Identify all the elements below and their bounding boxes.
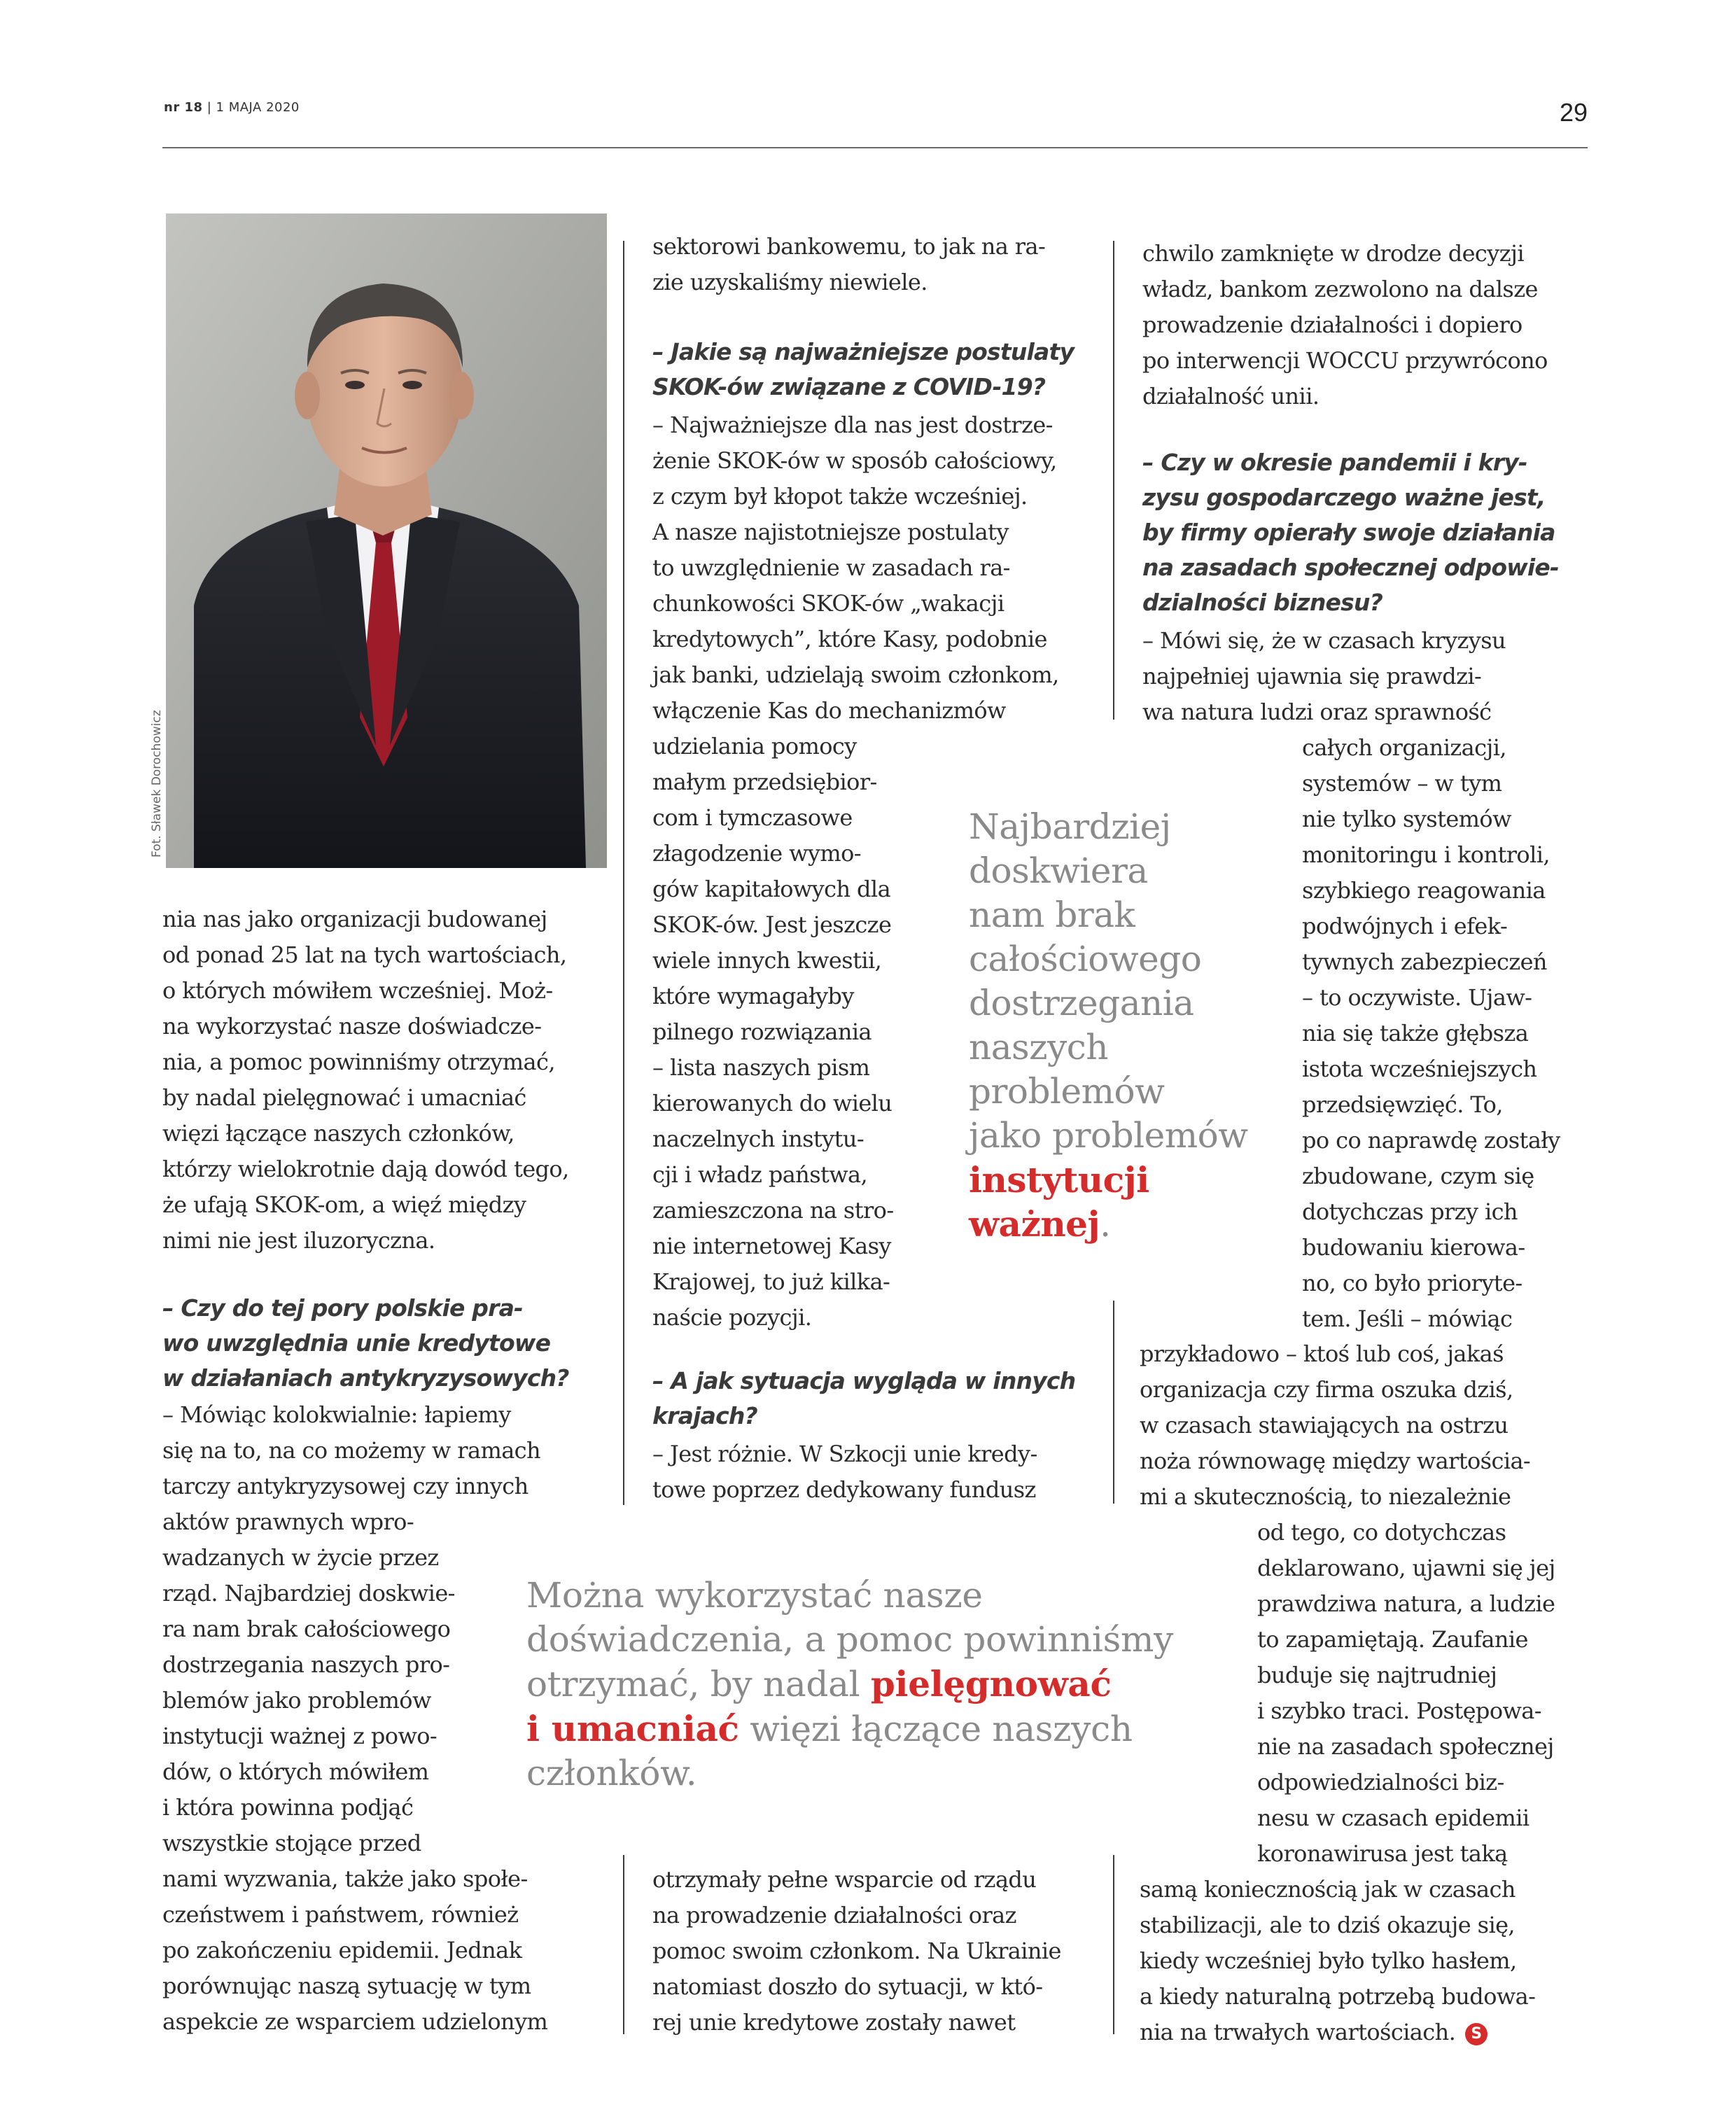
column-divider-right xyxy=(1113,241,1114,720)
pull-quote-2-line xyxy=(526,1662,1173,1707)
column1-answer xyxy=(162,1397,547,2040)
pull-quote-1-accent: instytucji xyxy=(969,1159,1149,1200)
text-line: organizacja czy firma oszuka dziś, xyxy=(1140,1376,1513,1403)
text-line: przedsięwzięć. To, xyxy=(1302,1091,1503,1118)
text-line: – A jak sytuacja wygląda w innych xyxy=(652,1367,1076,1394)
text-line: systemów – w tym xyxy=(1302,770,1502,797)
text-line: pilnego rozwiązania xyxy=(652,1018,872,1045)
text-line: i szybko traci. Postępowa- xyxy=(1257,1698,1541,1724)
text-line: – Mówiąc kolokwialnie: łapiemy xyxy=(162,1401,511,1428)
text-line: udzielania pomocy xyxy=(652,733,857,760)
text-line: zamieszczona na stro- xyxy=(652,1197,894,1224)
text-line: czeństwem i państwem, również xyxy=(162,1901,519,1928)
column3-answer-part-c xyxy=(1140,1336,1530,1515)
text-line: na prowadzenie działalności oraz xyxy=(652,1902,1016,1928)
pull-quote-2 xyxy=(526,1574,1173,1795)
col3-e-line: a kiedy naturalną potrzebą budowa- xyxy=(1140,1983,1536,2010)
text-line: wo uwzględnia unie kredytowe xyxy=(162,1329,551,1357)
text-line: – Mówi się, że w czasach kryzysu xyxy=(1142,627,1506,654)
text-line: by nadal pielęgnować i umacniać xyxy=(162,1084,526,1111)
text-line: naście pozycji. xyxy=(652,1304,812,1331)
text-line: wadzanych w życie przez xyxy=(162,1544,439,1571)
text-line: chwilo zamknięte w drodze decyzji xyxy=(1142,240,1524,267)
text-line: władz, bankom zezwolono na dalsze xyxy=(1142,276,1538,302)
pull-quote-1-line: całościowego xyxy=(969,939,1202,979)
text-line: wszystkie stojące przed xyxy=(162,1830,421,1856)
text-line: sektorowi bankowemu, to jak na ra- xyxy=(652,233,1046,260)
text-line: nami wyzwania, także jako społe- xyxy=(162,1865,528,1892)
pull-quote-1-accent: ważnej xyxy=(969,1203,1100,1245)
text-line: A nasze najistotniejsze postulaty xyxy=(652,519,1009,545)
text-line: deklarowano, ujawni się jej xyxy=(1257,1555,1555,1581)
text-line: zysu gospodarczego ważne jest, xyxy=(1142,484,1546,511)
text-line: mi a skutecznością, to niezależnie xyxy=(1140,1483,1511,1510)
text-line: które wymagałyby xyxy=(652,983,854,1009)
col3-e-line: kiedy wcześniej było tylko hasłem, xyxy=(1140,1947,1517,1974)
text-line: – Czy do tej pory polskie pra- xyxy=(162,1294,523,1322)
text-line: rej unie kredytowe zostały nawet xyxy=(652,2009,1016,2036)
header-divider xyxy=(162,147,1588,148)
pull-quote-2-text: otrzymać, by nadal xyxy=(526,1664,871,1704)
text-line: działalność unii. xyxy=(1142,383,1320,410)
column3-question-csr xyxy=(1142,445,1559,620)
text-line: nia, a pomoc powinniśmy otrzymać, xyxy=(162,1049,555,1075)
text-line: pomoc swoim członkom. Na Ukrainie xyxy=(652,1938,1061,1964)
pull-quote-1-period: . xyxy=(1100,1204,1111,1245)
text-line: wiele innych kwestii, xyxy=(652,947,882,974)
text-line: na wykorzystać nasze doświadcze- xyxy=(162,1013,542,1040)
text-line: kredytowych”, które Kasy, podobnie xyxy=(652,626,1047,652)
text-line: o których mówiłem wcześniej. Moż- xyxy=(162,977,553,1004)
pull-quote-1-line: jako problemów xyxy=(969,1115,1248,1156)
text-line: SKOK-ów. Jest jeszcze xyxy=(652,911,892,938)
text-line: no, co było prioryte- xyxy=(1302,1270,1522,1296)
text-line: żenie SKOK-ów w sposób całościowy, xyxy=(652,447,1057,474)
text-line: nesu w czasach epidemii xyxy=(1257,1805,1530,1831)
pull-quote-1-line: nam brak xyxy=(969,895,1135,935)
text-line: nimi nie jest iluzoryczna. xyxy=(162,1227,435,1254)
pull-quote-1-line: dostrzegania xyxy=(969,983,1194,1023)
text-line: dotychczas przy ich xyxy=(1302,1198,1518,1225)
text-line: otrzymały pełne wsparcie od rządu xyxy=(652,1866,1037,1893)
text-line: przykładowo – ktoś lub coś, jakaś xyxy=(1140,1340,1504,1367)
text-line: od ponad 25 lat na tych wartościach, xyxy=(162,941,567,968)
pull-quote-1 xyxy=(969,805,1248,1247)
column1-question xyxy=(162,1291,569,1396)
text-line: monitoringu i kontroli, xyxy=(1302,841,1550,868)
text-line: buduje się najtrudniej xyxy=(1257,1662,1497,1688)
column2-question-covid xyxy=(652,335,1074,405)
text-line: po co naprawdę zostały xyxy=(1302,1127,1560,1154)
issue-date: 1 MAJA 2020 xyxy=(216,100,300,115)
text-line: się na to, na co możemy w ramach xyxy=(162,1437,541,1464)
pull-quote-2-line xyxy=(526,1707,1173,1751)
text-line: więzi łączące naszych członków, xyxy=(162,1120,514,1147)
text-line: najpełniej ujawnia się prawdzi- xyxy=(1142,663,1482,690)
text-line: rząd. Najbardziej doskwie- xyxy=(162,1580,455,1606)
photo-credit: Fot. Sławek Dorochowicz xyxy=(150,710,164,858)
text-line: – Jest różnie. W Szkocji unie kredy- xyxy=(652,1441,1037,1467)
pull-quote-2-line: doświadczenia, a pomoc powinniśmy xyxy=(526,1619,1174,1660)
pull-quote-2-text: więzi łączące naszych xyxy=(738,1709,1133,1749)
text-line: aspekcie ze wsparciem udzielonym xyxy=(162,2008,548,2035)
text-line: dostrzegania naszych pro- xyxy=(162,1651,450,1678)
issue-number: nr 18 xyxy=(164,100,203,115)
column2-bottom-paragraph xyxy=(652,1862,1061,2040)
text-line: – to oczywiste. Ujaw- xyxy=(1302,984,1532,1011)
text-line: nie na zasadach społecznej xyxy=(1257,1733,1554,1760)
column-divider-right-bottom xyxy=(1113,1855,1114,2034)
text-line: w działaniach antykryzysowych? xyxy=(162,1364,569,1392)
text-line: SKOK-ów związane z COVID-19? xyxy=(652,373,1046,400)
column3-answer-part-e xyxy=(1140,1872,1535,2050)
text-line: Krajowej, to już kilka- xyxy=(652,1268,890,1295)
column2-answer-other-countries xyxy=(652,1436,1037,1508)
text-line: istota wcześniejszych xyxy=(1302,1056,1537,1082)
text-line: po interwencji WOCCU przywrócono xyxy=(1142,347,1548,374)
text-line: budowaniu kierowa- xyxy=(1302,1234,1525,1261)
text-line: by firmy opierały swoje działania xyxy=(1142,519,1555,546)
text-line: nie tylko systemów xyxy=(1302,806,1511,832)
text-line: odpowiedzialności biz- xyxy=(1257,1769,1504,1795)
col3-e-line: samą koniecznością jak w czasach xyxy=(1140,1876,1516,1903)
text-line: dów, o których mówiłem xyxy=(162,1758,429,1785)
column-divider-right-middle xyxy=(1113,1301,1114,1504)
text-line: w czasach stawiających na ostrzu xyxy=(1140,1412,1508,1438)
text-line: prowadzenie działalności i dopiero xyxy=(1142,312,1522,338)
text-line: chunkowości SKOK-ów „wakacji xyxy=(652,590,1004,617)
text-line: zbudowane, czym się xyxy=(1302,1163,1534,1189)
text-line: kierowanych do wielu xyxy=(652,1090,892,1116)
text-line: którzy wielokrotnie dają dowód tego, xyxy=(162,1156,569,1182)
text-line: blemów jako problemów xyxy=(162,1687,431,1714)
text-line: małym przedsiębior- xyxy=(652,769,877,795)
text-line: i która powinna podjąć xyxy=(162,1794,414,1821)
text-line: to zapamiętają. Zaufanie xyxy=(1257,1626,1528,1653)
text-line: zie uzyskaliśmy niewiele. xyxy=(652,269,927,295)
text-line: złagodzenie wymo- xyxy=(652,840,861,867)
text-line: tarczy antykryzysowej czy innych xyxy=(162,1473,528,1499)
pull-quote-1-line: naszych xyxy=(969,1027,1108,1068)
column3-answer-part-a xyxy=(1142,623,1506,730)
text-line: – lista naszych pism xyxy=(652,1054,870,1081)
text-line: tem. Jeśli – mówiąc xyxy=(1302,1306,1513,1332)
portrait-photo xyxy=(166,214,607,868)
column3-answer-part-d xyxy=(1257,1515,1555,1872)
col3-e-last-text: nia na trwałych wartościach. xyxy=(1140,2019,1456,2045)
column-divider-left-bottom xyxy=(623,1855,624,2034)
text-line: ra nam brak całościowego xyxy=(162,1616,451,1642)
text-line: wa natura ludzi oraz sprawność xyxy=(1142,699,1492,725)
text-line: gów kapitałowych dla xyxy=(652,876,891,902)
issue-header: nr 18 | 1 MAJA 2020 xyxy=(164,100,300,115)
text-line: krajach? xyxy=(652,1402,757,1429)
text-line: tywnych zabezpieczeń xyxy=(1302,948,1547,975)
text-line: na zasadach społecznej odpowie- xyxy=(1142,554,1559,581)
column2-question-other-countries xyxy=(652,1364,1075,1434)
pull-quote-1-line: doskwiera xyxy=(969,850,1148,891)
text-line: porównując naszą sytuację w tym xyxy=(162,1973,531,1999)
column3-answer-part-b xyxy=(1302,730,1560,1337)
column-divider-left xyxy=(623,241,624,1505)
text-line: naczelnych instytu- xyxy=(652,1126,864,1152)
text-line: nia się także głębsza xyxy=(1302,1020,1529,1046)
column1-paragraph xyxy=(162,902,569,1259)
page-number: 29 xyxy=(1560,98,1588,127)
text-line: całych organizacji, xyxy=(1302,734,1506,761)
pull-quote-2-line: Można wykorzystać nasze xyxy=(526,1575,983,1616)
text-line: włączenie Kas do mechanizmów xyxy=(652,697,1006,724)
column2-intro xyxy=(652,229,1045,300)
pull-quote-2-line: członków. xyxy=(526,1753,697,1793)
text-line: z czym był kłopot także wcześniej. xyxy=(652,483,1028,510)
text-line: koronawirusa jest taką xyxy=(1257,1840,1508,1867)
text-line: podwójnych i efek- xyxy=(1302,913,1508,939)
text-line: – Jakie są najważniejsze postulaty xyxy=(652,338,1074,365)
pull-quote-2-accent: pielęgnować xyxy=(870,1663,1112,1704)
text-line: od tego, co dotychczas xyxy=(1257,1519,1506,1546)
col3-e-line xyxy=(1140,2015,1535,2050)
text-line: instytucji ważnej z powo- xyxy=(162,1723,438,1749)
text-line: prawdziwa natura, a ludzie xyxy=(1257,1590,1555,1617)
text-line: dzialności biznesu? xyxy=(1142,589,1382,616)
text-line: szybkiego reagowania xyxy=(1302,877,1546,904)
pull-quote-1-line: problemów xyxy=(969,1071,1165,1112)
text-line: com i tymczasowe xyxy=(652,804,853,831)
text-line: że ufają SKOK-om, a więź między xyxy=(162,1191,526,1218)
pull-quote-2-accent: i umacniać xyxy=(526,1708,739,1749)
pull-quote-1-last-line xyxy=(969,1202,1248,1247)
text-line: noża równowagę między wartościa- xyxy=(1140,1448,1531,1474)
text-line: towe poprzez dedykowany fundusz xyxy=(652,1476,1036,1503)
text-line: aktów prawnych wpro- xyxy=(162,1508,414,1535)
text-line: – Najważniejsze dla nas jest dostrze- xyxy=(652,412,1053,438)
text-line: to uwzględnienie w zasadach ra- xyxy=(652,554,1010,581)
text-line: nia nas jako organizacji budowanej xyxy=(162,906,547,932)
col3-e-line: stabilizacji, ale to dziś okazuje się, xyxy=(1140,1912,1515,1938)
pull-quote-1-line: Najbardziej xyxy=(969,806,1171,847)
text-line: – Czy w okresie pandemii i kry- xyxy=(1142,449,1527,476)
text-line: natomiast doszło do sytuacji, w któ- xyxy=(652,1973,1043,2000)
column3-intro xyxy=(1142,236,1548,414)
text-line: jak banki, udzielają swoim członkom, xyxy=(652,662,1059,688)
end-of-article-icon: S xyxy=(1465,2023,1488,2045)
text-line: cji i władz państwa, xyxy=(652,1161,868,1188)
text-line: po zakończeniu epidemii. Jednak xyxy=(162,1937,522,1963)
text-line: nie internetowej Kasy xyxy=(652,1233,891,1259)
